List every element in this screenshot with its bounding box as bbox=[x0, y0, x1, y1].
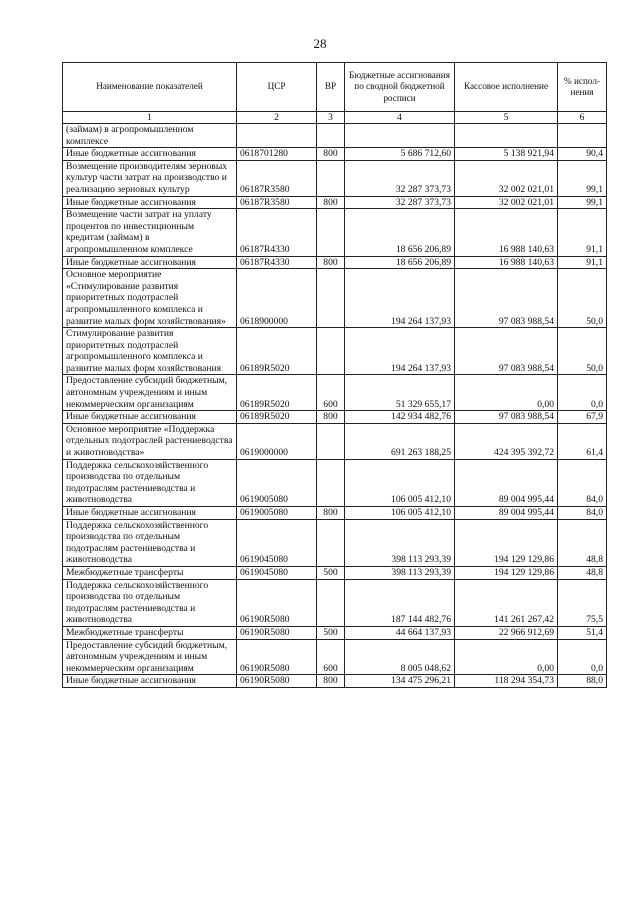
cell-indicator-name: Основное мероприятие «Поддержка отдельных подотраслей растениеводства и животноводства» bbox=[63, 423, 237, 459]
table-row bbox=[63, 209, 607, 256]
cell-execution-percent: 91,1 bbox=[558, 256, 607, 269]
cell-execution-percent: 84,0 bbox=[558, 507, 607, 520]
column-header-vr: ВР bbox=[317, 63, 345, 112]
cell-vr-code bbox=[317, 459, 345, 506]
cell-budget-allocation: 398 113 293,39 bbox=[345, 566, 455, 579]
cell-execution-percent: 67,9 bbox=[558, 411, 607, 424]
table-row bbox=[63, 566, 607, 579]
table-row bbox=[63, 269, 607, 328]
cell-budget-allocation: 106 005 412,10 bbox=[345, 459, 455, 506]
cell-execution-percent: 48,8 bbox=[558, 519, 607, 566]
cell-budget-allocation: 106 005 412,10 bbox=[345, 507, 455, 520]
cell-vr-code: 800 bbox=[317, 196, 345, 209]
column-number: 6 bbox=[558, 112, 607, 124]
cell-vr-code: 800 bbox=[317, 507, 345, 520]
cell-cash-execution: 118 294 354,73 bbox=[455, 675, 558, 688]
table-row bbox=[63, 411, 607, 424]
cell-indicator-name: Предоставление субсидий бюджетным, автономным учреждениям и иным некоммерческим организациям bbox=[63, 375, 237, 411]
cell-indicator-name: Иные бюджетные ассигнования bbox=[63, 196, 237, 209]
cell-budget-allocation: 134 475 296,21 bbox=[345, 675, 455, 688]
table-row bbox=[63, 196, 607, 209]
cell-execution-percent: 0,0 bbox=[558, 375, 607, 411]
column-number: 1 bbox=[63, 112, 237, 124]
table-row bbox=[63, 579, 607, 626]
cell-vr-code bbox=[317, 423, 345, 459]
cell-budget-allocation: 51 329 655,17 bbox=[345, 375, 455, 411]
table-row bbox=[63, 160, 607, 196]
cell-budget-allocation: 142 934 482,76 bbox=[345, 411, 455, 424]
cell-execution-percent: 99,1 bbox=[558, 160, 607, 196]
table-row bbox=[63, 423, 607, 459]
cell-indicator-name: Предоставление субсидий бюджетным, автономным учреждениям и иным некоммерческим организациям bbox=[63, 639, 237, 675]
cell-budget-allocation bbox=[345, 124, 455, 148]
cell-csr-code: 06190R5080 bbox=[237, 579, 317, 626]
cell-vr-code: 800 bbox=[317, 148, 345, 161]
cell-budget-allocation: 194 264 137,93 bbox=[345, 328, 455, 375]
column-header-csr: ЦСР bbox=[237, 63, 317, 112]
cell-csr-code: 06190R5080 bbox=[237, 626, 317, 639]
cell-csr-code: 06189R5020 bbox=[237, 411, 317, 424]
cell-vr-code: 600 bbox=[317, 375, 345, 411]
cell-indicator-name: Поддержка сельскохозяйственного производства по отдельным подотраслям растениеводства и животноводства bbox=[63, 459, 237, 506]
cell-csr-code: 0618701280 bbox=[237, 148, 317, 161]
cell-budget-allocation: 691 263 188,25 bbox=[345, 423, 455, 459]
cell-cash-execution: 0,00 bbox=[455, 375, 558, 411]
column-number: 4 bbox=[345, 112, 455, 124]
cell-cash-execution: 97 083 988,54 bbox=[455, 269, 558, 328]
cell-budget-allocation: 5 686 712,60 bbox=[345, 148, 455, 161]
cell-budget-allocation: 194 264 137,93 bbox=[345, 269, 455, 328]
cell-indicator-name: Межбюджетные трансферты bbox=[63, 566, 237, 579]
table-row bbox=[63, 124, 607, 148]
cell-csr-code: 0618900000 bbox=[237, 269, 317, 328]
cell-cash-execution: 97 083 988,54 bbox=[455, 411, 558, 424]
cell-cash-execution: 194 129 129,86 bbox=[455, 519, 558, 566]
column-header-execution: Кассовое исполнение bbox=[455, 63, 558, 112]
table-header-row bbox=[63, 63, 607, 112]
table-row bbox=[63, 639, 607, 675]
cell-execution-percent: 0,0 bbox=[558, 639, 607, 675]
cell-execution-percent: 50,0 bbox=[558, 328, 607, 375]
table-body bbox=[63, 124, 607, 688]
column-number-row bbox=[63, 112, 607, 124]
cell-csr-code: 0619005080 bbox=[237, 507, 317, 520]
table-row bbox=[63, 328, 607, 375]
cell-csr-code: 0619005080 bbox=[237, 459, 317, 506]
cell-indicator-name: Иные бюджетные ассигнования bbox=[63, 675, 237, 688]
cell-budget-allocation: 187 144 482,76 bbox=[345, 579, 455, 626]
cell-csr-code bbox=[237, 124, 317, 148]
column-header-percent: % испол-нения bbox=[558, 63, 607, 112]
cell-vr-code: 500 bbox=[317, 566, 345, 579]
cell-csr-code: 06189R5020 bbox=[237, 328, 317, 375]
cell-csr-code: 06190R5080 bbox=[237, 639, 317, 675]
cell-vr-code bbox=[317, 269, 345, 328]
cell-cash-execution: 194 129 129,86 bbox=[455, 566, 558, 579]
cell-vr-code bbox=[317, 160, 345, 196]
column-number: 5 bbox=[455, 112, 558, 124]
cell-csr-code: 06190R5080 bbox=[237, 675, 317, 688]
cell-indicator-name: Иные бюджетные ассигнования bbox=[63, 148, 237, 161]
cell-indicator-name: Возмещение производителям зерновых культур части затрат на производство и реализацию зерновых культур bbox=[63, 160, 237, 196]
table-row bbox=[63, 256, 607, 269]
cell-indicator-name: Поддержка сельскохозяйственного производства по отдельным подотраслям растениеводства и животноводства bbox=[63, 519, 237, 566]
cell-indicator-name: (займам) в агропромышленном комплексе bbox=[63, 124, 237, 148]
cell-indicator-name: Иные бюджетные ассигнования bbox=[63, 507, 237, 520]
cell-execution-percent: 99,1 bbox=[558, 196, 607, 209]
column-header-budget: Бюджетные ассигнования по сводной бюджетной росписи bbox=[345, 63, 455, 112]
cell-cash-execution bbox=[455, 124, 558, 148]
table-row bbox=[63, 459, 607, 506]
cell-execution-percent: 51,4 bbox=[558, 626, 607, 639]
cell-csr-code: 06189R5020 bbox=[237, 375, 317, 411]
page-number: 28 bbox=[313, 36, 327, 51]
cell-indicator-name: Иные бюджетные ассигнования bbox=[63, 256, 237, 269]
cell-indicator-name: Основное мероприятие «Стимулирование развития приоритетных подотраслей агропромышленного комплекса и развитие малых форм хозяйствования» bbox=[63, 269, 237, 328]
cell-csr-code: 0619000000 bbox=[237, 423, 317, 459]
cell-vr-code: 800 bbox=[317, 411, 345, 424]
cell-csr-code: 06187R4330 bbox=[237, 209, 317, 256]
cell-vr-code bbox=[317, 124, 345, 148]
column-number: 3 bbox=[317, 112, 345, 124]
cell-execution-percent: 90,4 bbox=[558, 148, 607, 161]
cell-indicator-name: Поддержка сельскохозяйственного производства по отдельным подотраслям растениеводства и животноводства bbox=[63, 579, 237, 626]
cell-budget-allocation: 32 287 373,73 bbox=[345, 196, 455, 209]
cell-indicator-name: Иные бюджетные ассигнования bbox=[63, 411, 237, 424]
table-row bbox=[63, 675, 607, 688]
cell-budget-allocation: 8 005 048,62 bbox=[345, 639, 455, 675]
cell-execution-percent: 48,8 bbox=[558, 566, 607, 579]
cell-vr-code bbox=[317, 209, 345, 256]
cell-execution-percent bbox=[558, 124, 607, 148]
cell-budget-allocation: 18 656 206,89 bbox=[345, 209, 455, 256]
cell-cash-execution: 32 002 021,01 bbox=[455, 160, 558, 196]
cell-cash-execution: 5 138 921,94 bbox=[455, 148, 558, 161]
cell-budget-allocation: 32 287 373,73 bbox=[345, 160, 455, 196]
table-row bbox=[63, 148, 607, 161]
table-row bbox=[63, 519, 607, 566]
cell-cash-execution: 32 002 021,01 bbox=[455, 196, 558, 209]
cell-indicator-name: Стимулирование развития приоритетных подотраслей агропромышленного комплекса и развитие малых форм хозяйствования bbox=[63, 328, 237, 375]
cell-budget-allocation: 398 113 293,39 bbox=[345, 519, 455, 566]
cell-execution-percent: 61,4 bbox=[558, 423, 607, 459]
cell-csr-code: 06187R3580 bbox=[237, 196, 317, 209]
table-row bbox=[63, 507, 607, 520]
cell-execution-percent: 84,0 bbox=[558, 459, 607, 506]
cell-cash-execution: 97 083 988,54 bbox=[455, 328, 558, 375]
budget-execution-table bbox=[62, 62, 607, 688]
cell-vr-code: 800 bbox=[317, 675, 345, 688]
cell-csr-code: 0619045080 bbox=[237, 519, 317, 566]
cell-vr-code bbox=[317, 519, 345, 566]
cell-cash-execution: 16 988 140,63 bbox=[455, 209, 558, 256]
table-row bbox=[63, 626, 607, 639]
cell-execution-percent: 88,0 bbox=[558, 675, 607, 688]
cell-budget-allocation: 18 656 206,89 bbox=[345, 256, 455, 269]
cell-csr-code: 06187R3580 bbox=[237, 160, 317, 196]
cell-cash-execution: 141 261 267,42 bbox=[455, 579, 558, 626]
cell-execution-percent: 50,0 bbox=[558, 269, 607, 328]
cell-vr-code: 500 bbox=[317, 626, 345, 639]
cell-vr-code bbox=[317, 328, 345, 375]
column-header-name: Наименование показателей bbox=[63, 63, 237, 112]
cell-csr-code: 06187R4330 bbox=[237, 256, 317, 269]
cell-execution-percent: 91,1 bbox=[558, 209, 607, 256]
cell-vr-code: 800 bbox=[317, 256, 345, 269]
cell-cash-execution: 16 988 140,63 bbox=[455, 256, 558, 269]
cell-vr-code: 600 bbox=[317, 639, 345, 675]
cell-csr-code: 0619045080 bbox=[237, 566, 317, 579]
cell-indicator-name: Межбюджетные трансферты bbox=[63, 626, 237, 639]
table-row bbox=[63, 375, 607, 411]
column-number: 2 bbox=[237, 112, 317, 124]
cell-cash-execution: 424 395 392,72 bbox=[455, 423, 558, 459]
cell-vr-code bbox=[317, 579, 345, 626]
cell-cash-execution: 89 004 995,44 bbox=[455, 507, 558, 520]
cell-cash-execution: 0,00 bbox=[455, 639, 558, 675]
cell-cash-execution: 89 004 995,44 bbox=[455, 459, 558, 506]
cell-execution-percent: 75,5 bbox=[558, 579, 607, 626]
cell-budget-allocation: 44 664 137,93 bbox=[345, 626, 455, 639]
cell-indicator-name: Возмещение части затрат на уплату процентов по инвестиционным кредитам (займам) в агропромышленном комплексе bbox=[63, 209, 237, 256]
cell-cash-execution: 22 966 912,69 bbox=[455, 626, 558, 639]
